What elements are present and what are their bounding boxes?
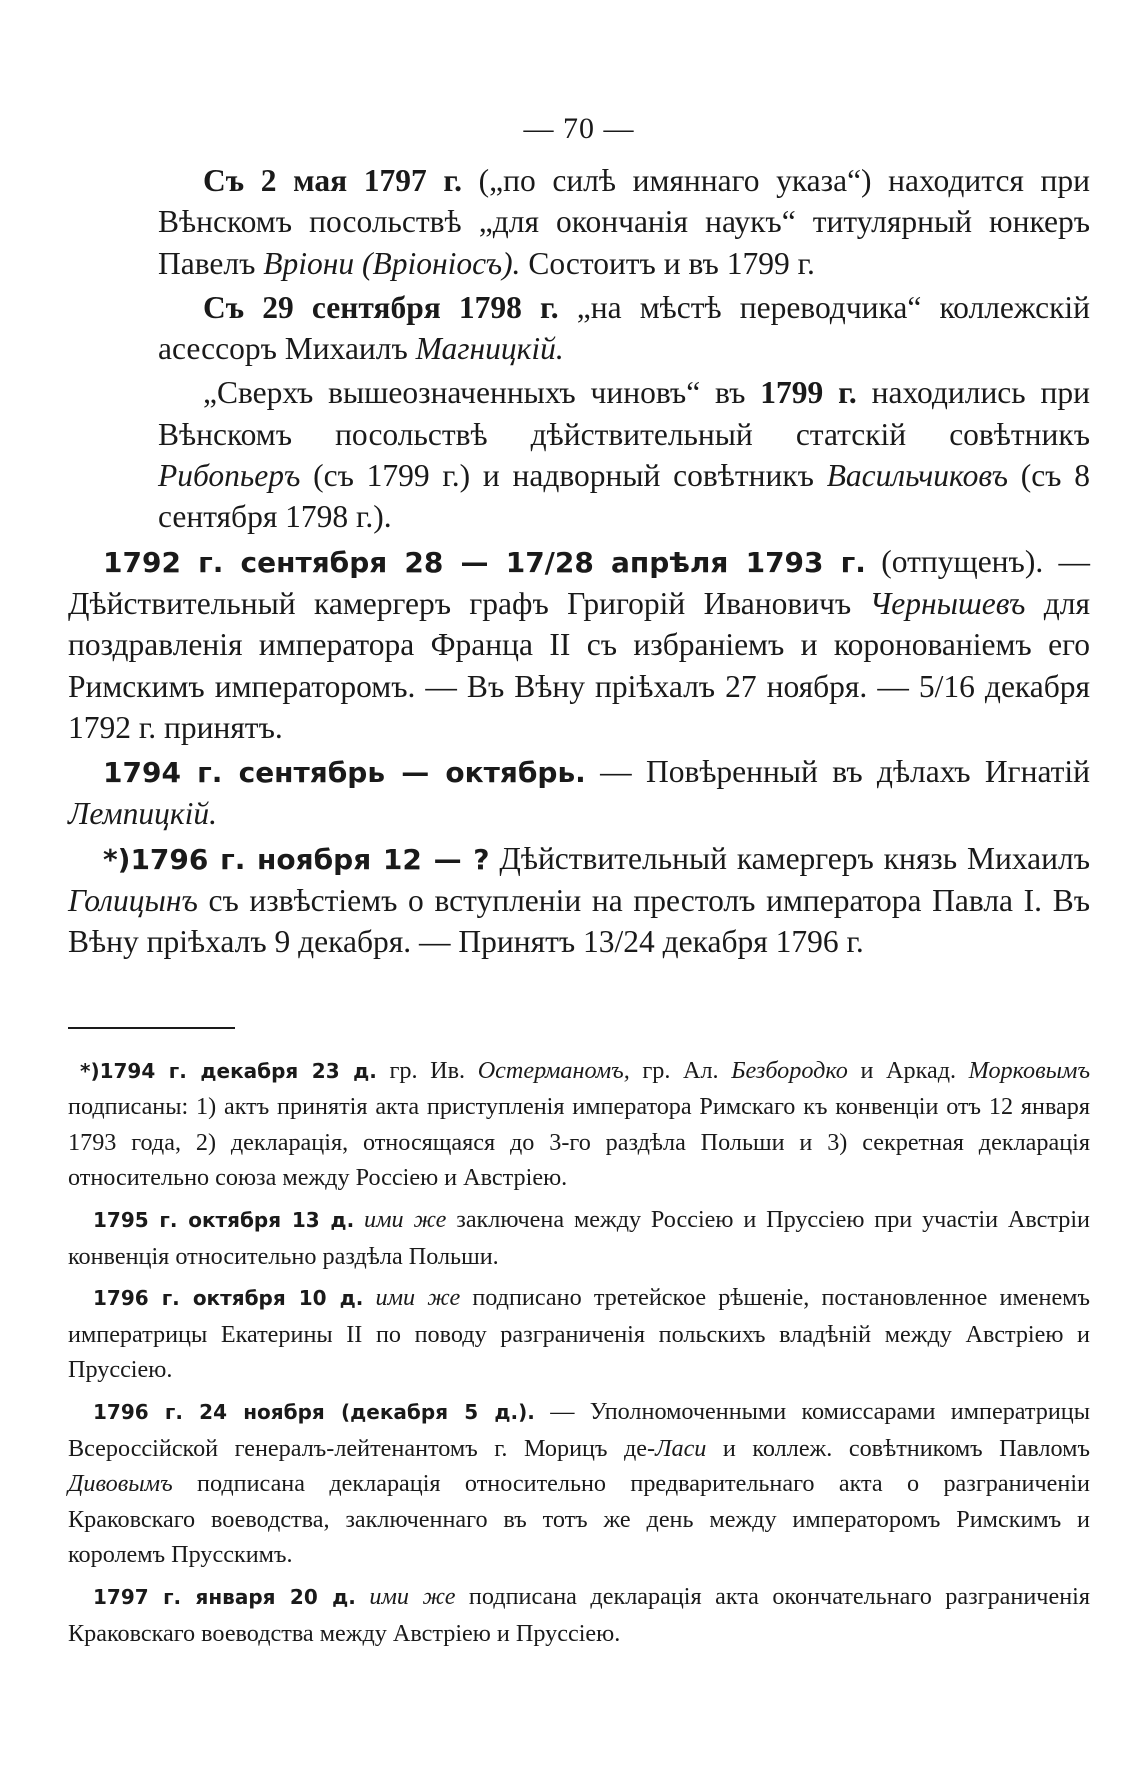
entry-date: 1792 г. сентября 28 — 17/28 апрѣля 1793 г. bbox=[103, 545, 866, 579]
entry-lempitsky bbox=[68, 751, 1090, 835]
text-run: съ извѣстіемъ о вступленіи на престолъ императора Павла I. Въ Вѣну пріѣхалъ 9 декабря. — Принятъ 13/24 декабря 1796 г. bbox=[68, 883, 1090, 960]
text-run: подписаны: 1) актъ принятія акта приступленія императора Римскаго къ конвенціи отъ 12 января 1793 года, 2) декларація, относящаяся до 3-го раздѣла Польши и 3) секретная декларація относительно союза между Россіею и Австріею. bbox=[68, 1093, 1090, 1192]
footnote-1796-oct bbox=[68, 1280, 1090, 1388]
text-run: гр. Ал. bbox=[629, 1056, 732, 1084]
person-name: Голицынъ bbox=[68, 883, 198, 919]
text-run bbox=[356, 1583, 370, 1610]
footnote-divider bbox=[68, 1027, 235, 1029]
entry-chernyshev bbox=[68, 541, 1090, 748]
text-run: („по силѣ имяннаго указа“) находится при Вѣнскомъ посольствѣ „для окончанія наукъ“ титулярный юнкеръ Павелъ bbox=[158, 163, 1090, 281]
footnote-1797 bbox=[68, 1579, 1090, 1651]
paragraph-vrioni bbox=[158, 160, 1090, 284]
text-run: для поздравленія императора Франца II съ избраніемъ и коронованіемъ его Римскимъ императоромъ. — Въ Вѣну пріѣхалъ 27 ноября. — 5/16 декабря 1792 г. принятъ. bbox=[68, 585, 1090, 745]
page-number: — 70 — bbox=[523, 112, 635, 145]
person-name: Васильчиковъ bbox=[826, 458, 1008, 494]
footnote-date: 1797 г. января 20 д. bbox=[93, 1584, 356, 1609]
text-run: — Повѣренный въ дѣлахъ Игнатій bbox=[585, 754, 1090, 790]
date-heading: Съ 29 сентября 1798 г. bbox=[203, 289, 559, 325]
text-run bbox=[354, 1206, 364, 1233]
entry-date: *)1796 г. ноября 12 — ? bbox=[103, 842, 490, 876]
footnote-1794 bbox=[68, 1053, 1090, 1196]
entry-golitsyn bbox=[68, 838, 1090, 963]
date-heading: 1799 г. bbox=[760, 375, 857, 411]
text-run: „на мѣстѣ переводчика“ коллежскій асессоръ Михаилъ bbox=[158, 289, 1090, 367]
paragraph-above-ranks bbox=[158, 372, 1090, 537]
person-name: Остерманомъ, bbox=[477, 1056, 630, 1084]
person-name: Магницкій. bbox=[415, 331, 564, 367]
person-name: Дивовымъ bbox=[68, 1470, 173, 1498]
footnote-1795 bbox=[68, 1202, 1090, 1274]
footnotes bbox=[68, 1053, 1090, 1652]
footnote-date: 1796 г. 24 ноября (декабря 5 д.). bbox=[93, 1399, 535, 1424]
text-run: „Сверхъ вышеозначенныхъ чиновъ“ въ bbox=[203, 375, 761, 411]
footnote-date: 1795 г. октября 13 д. bbox=[93, 1208, 355, 1233]
date-heading: Съ 2 мая 1797 г. bbox=[203, 163, 463, 198]
text-run: (отпущенъ). — Дѣйствительный камергеръ графъ Григорій Ивановичъ bbox=[68, 543, 1090, 621]
text-run: и коллеж. совѣтникомъ Павломъ bbox=[706, 1434, 1090, 1462]
emphasis: ими же bbox=[369, 1582, 456, 1610]
text-run: Состоитъ и въ 1799 г. bbox=[520, 245, 815, 281]
text-run: (съ 1799 г.) и надворный совѣтникъ bbox=[300, 458, 827, 494]
emphasis: ими же bbox=[364, 1206, 447, 1234]
text-run: и Аркад. bbox=[847, 1056, 969, 1084]
footnote-date: *)1794 г. декабря 23 д. bbox=[80, 1058, 377, 1083]
footnote-date: 1796 г. октября 10 д. bbox=[93, 1286, 364, 1311]
person-name: Ласи bbox=[655, 1434, 707, 1462]
emphasis: ими же bbox=[375, 1284, 461, 1312]
text-run: гр. Ив. bbox=[376, 1056, 478, 1084]
person-name: Вріони (Вріоніосъ). bbox=[263, 245, 521, 281]
paragraph-magnitsky bbox=[158, 287, 1090, 370]
text-run: подписана декларація акта окончательнаго разграниченія Краковскаго воеводства между Австріею и Пруссіею. bbox=[68, 1582, 1091, 1647]
footnote-1796-nov bbox=[68, 1394, 1090, 1573]
text-run: Дѣйствительный камергеръ князь Михаилъ bbox=[489, 840, 1090, 876]
entry-date: 1794 г. сентябрь — октябрь. bbox=[103, 756, 586, 790]
text-run: подписано третейское рѣшеніе, постановленное именемъ императрицы Екатерины II по поводу разграниченія польскихъ владѣній между Австріею и Пруссіею. bbox=[68, 1284, 1090, 1384]
text-run: подписана декларація относительно предварительнаго акта о разграниченіи Краковскаго воеводства, заключеннаго въ тотъ же день между императоромъ Римскимъ и королемъ Прусскимъ. bbox=[68, 1470, 1090, 1569]
book-page bbox=[68, 112, 1090, 1651]
text-run: (съ 8 сентября 1798 г.). bbox=[158, 458, 1090, 535]
person-name: Лемпицкій. bbox=[68, 796, 217, 832]
text-run: находились при Вѣнскомъ посольствѣ дѣйствительный статскій совѣтникъ bbox=[158, 375, 1090, 452]
person-name: Чернышевъ bbox=[869, 585, 1026, 621]
main-text bbox=[68, 160, 1090, 963]
person-name: Рибопьеръ bbox=[158, 458, 301, 494]
text-run bbox=[363, 1284, 375, 1311]
person-name: Морковымъ bbox=[968, 1056, 1091, 1084]
text-run: заключена между Россіею и Пруссіею при участіи Австріи конвенція относительно раздѣла Польши. bbox=[68, 1206, 1090, 1270]
person-name: Безбородко bbox=[731, 1056, 848, 1084]
text-run: — Уполномоченными комиссарами императрицы Всероссійской генералъ-лейтенантомъ г. Морицъ де- bbox=[68, 1397, 1090, 1462]
